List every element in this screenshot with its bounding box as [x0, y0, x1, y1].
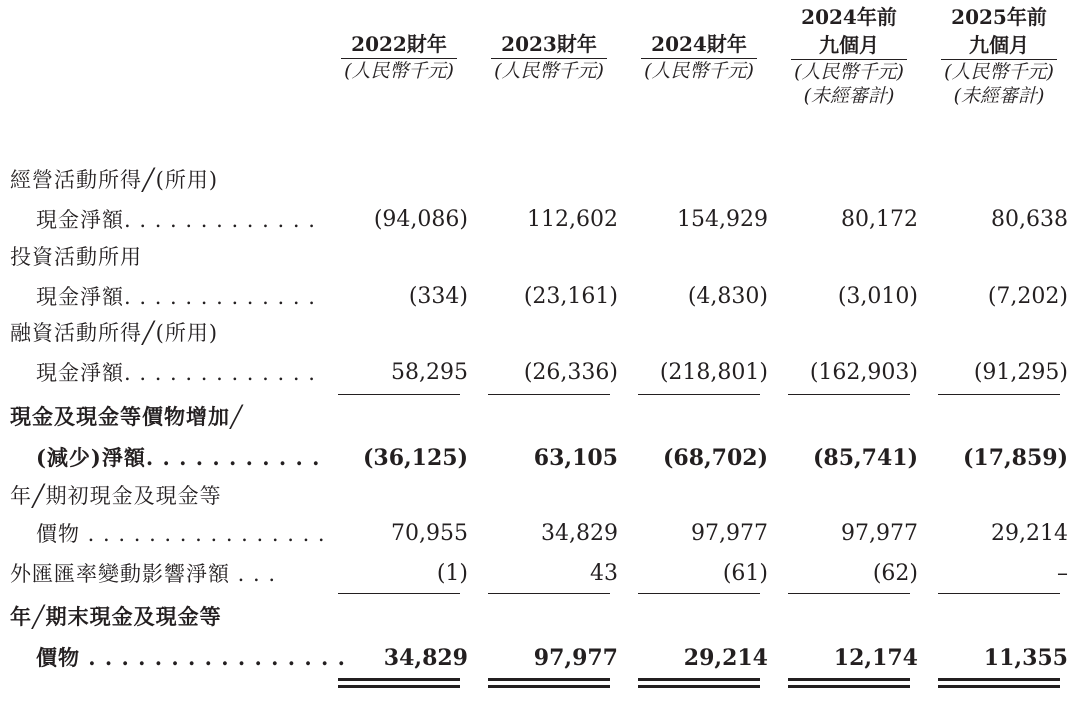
- column-header-unit: (人民幣千元): [344, 60, 454, 82]
- row-label-closing-cash: 年╱期末現金及現金等: [10, 604, 222, 629]
- row-label-opening-cash: 年╱期初現金及現金等: [10, 484, 222, 508]
- row-label-operating-line2: 現金淨額. . . . . . . . . . . . .: [36, 208, 316, 232]
- cell-investing-9m2024: (3,010): [837, 284, 918, 309]
- total-double-rule: [938, 685, 1060, 688]
- row-label-net-change-line2: (減少)淨額. . . . . . . . . . .: [36, 445, 321, 470]
- cell-opening-cash-9m2025: 29,214: [991, 521, 1068, 546]
- cell-fx-effect-fy2023: 43: [590, 561, 618, 586]
- total-double-rule: [488, 678, 610, 681]
- cell-fx-effect-fy2022: (1): [436, 561, 468, 586]
- column-header-title-line2: 九個月: [819, 33, 879, 57]
- row-label-operating: 經營活動所得╱(所用): [10, 168, 219, 192]
- cell-fx-effect-9m2025: –: [1057, 561, 1068, 586]
- subtotal-rule: [788, 394, 910, 395]
- cell-operating-fy2022: (94,086): [373, 207, 468, 232]
- total-double-rule: [638, 678, 760, 681]
- column-header-note: (未經審計): [953, 85, 1045, 107]
- cell-closing-cash-9m2024: 12,174: [833, 645, 918, 671]
- total-double-rule: [488, 685, 610, 688]
- cell-investing-9m2025: (7,202): [987, 284, 1068, 309]
- cell-net-change-9m2025: (17,859): [962, 445, 1068, 471]
- row-label-investing-line2: 現金淨額. . . . . . . . . . . . .: [36, 285, 316, 309]
- total-double-rule: [788, 685, 910, 688]
- cell-net-change-9m2024: (85,741): [812, 445, 918, 471]
- column-header-title-line1: 2024年前: [801, 5, 897, 29]
- subtotal-rule: [638, 593, 760, 594]
- cell-fx-effect-9m2024: (62): [872, 561, 918, 586]
- cell-opening-cash-fy2022: 70,955: [391, 521, 468, 546]
- cell-opening-cash-fy2023: 34,829: [541, 521, 618, 546]
- cell-financing-fy2022: 58,295: [391, 360, 468, 385]
- cell-investing-fy2022: (334): [408, 284, 468, 309]
- column-header-title-line1: 2025年前: [951, 5, 1047, 29]
- row-label-closing-cash-line2: 價物 . . . . . . . . . . . . . . . .: [36, 645, 346, 670]
- total-double-rule: [338, 685, 460, 688]
- column-header-fy2022: [337, 30, 461, 83]
- cell-financing-fy2023: (26,336): [523, 360, 618, 385]
- cell-financing-9m2025: (91,295): [973, 360, 1068, 385]
- column-header-title: 2022財年: [351, 32, 447, 56]
- cell-closing-cash-9m2025: 11,355: [983, 645, 1068, 671]
- column-header-fy2023: [487, 30, 611, 83]
- subtotal-rule: [638, 394, 760, 395]
- column-header-unit: (人民幣千元): [494, 60, 604, 82]
- column-header-fy2024: [637, 30, 761, 83]
- cell-net-change-fy2023: 63,105: [533, 445, 618, 471]
- cell-opening-cash-fy2024: 97,977: [691, 521, 768, 546]
- subtotal-rule: [488, 593, 610, 594]
- column-header-9m2025: [937, 3, 1061, 108]
- row-label-investing: 投資活動所用: [10, 245, 142, 269]
- subtotal-rule: [488, 394, 610, 395]
- subtotal-rule: [338, 593, 460, 594]
- cell-net-change-fy2022: (36,125): [362, 445, 468, 471]
- cell-operating-9m2025: 80,638: [991, 207, 1068, 232]
- column-header-title: 2024財年: [651, 32, 747, 56]
- cell-opening-cash-9m2024: 97,977: [841, 521, 918, 546]
- subtotal-rule: [788, 593, 910, 594]
- row-label-financing-line2: 現金淨額. . . . . . . . . . . . .: [36, 361, 316, 385]
- cell-closing-cash-fy2024: 29,214: [683, 645, 768, 671]
- cell-investing-fy2023: (23,161): [523, 284, 618, 309]
- column-header-unit: (人民幣千元): [944, 61, 1054, 83]
- row-label-net-change: 現金及現金等價物增加╱: [10, 404, 244, 429]
- cell-fx-effect-fy2024: (61): [722, 561, 768, 586]
- column-header-title: 2023財年: [501, 32, 597, 56]
- row-label-fx-effect: 外匯匯率變動影響淨額 . . .: [10, 562, 277, 586]
- cell-closing-cash-fy2023: 97,977: [533, 645, 618, 671]
- column-header-unit: (人民幣千元): [794, 61, 904, 83]
- cell-operating-fy2024: 154,929: [677, 207, 768, 232]
- total-double-rule: [338, 678, 460, 681]
- cell-investing-fy2024: (4,830): [687, 284, 768, 309]
- cell-closing-cash-fy2022: 34,829: [383, 645, 468, 671]
- row-label-opening-cash-line2: 價物 . . . . . . . . . . . . . . . .: [36, 522, 326, 546]
- cell-operating-9m2024: 80,172: [841, 207, 918, 232]
- cell-financing-9m2024: (162,903): [809, 360, 918, 385]
- column-header-title-line2: 九個月: [969, 33, 1029, 57]
- subtotal-rule: [938, 593, 1060, 594]
- row-label-financing: 融資活動所得╱(所用): [10, 321, 219, 345]
- total-double-rule: [938, 678, 1060, 681]
- total-double-rule: [788, 678, 910, 681]
- column-header-note: (未經審計): [803, 85, 895, 107]
- cell-net-change-fy2024: (68,702): [662, 445, 768, 471]
- cell-financing-fy2024: (218,801): [659, 360, 768, 385]
- subtotal-rule: [938, 394, 1060, 395]
- total-double-rule: [638, 685, 760, 688]
- subtotal-rule: [338, 394, 460, 395]
- column-header-9m2024: [787, 3, 911, 108]
- column-header-unit: (人民幣千元): [644, 60, 754, 82]
- cell-operating-fy2023: 112,602: [527, 207, 618, 232]
